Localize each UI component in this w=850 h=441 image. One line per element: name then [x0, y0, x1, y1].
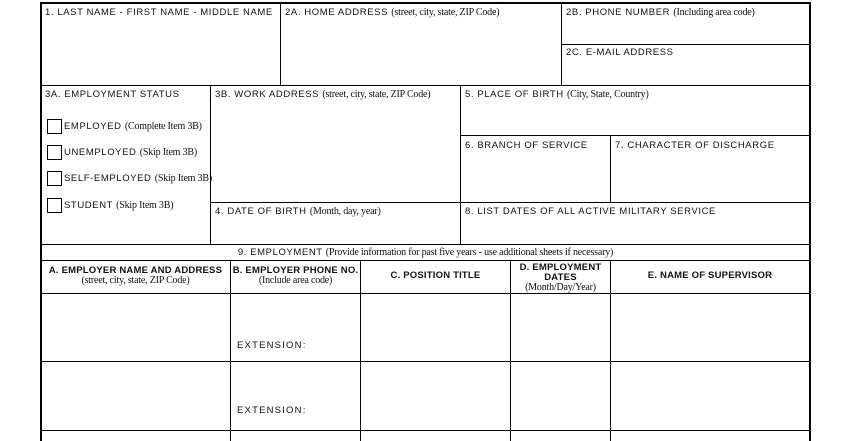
divider [610, 260, 611, 441]
phone-note: (Including area code) [673, 7, 755, 18]
branch-of-service-field-label: 6. BRANCH OF SERVICE [465, 140, 588, 151]
place-of-birth-note: (City, State, Country) [566, 89, 649, 100]
active-service-dates-field-label: 8. LIST DATES OF ALL ACTIVE MILITARY SERVICE [465, 206, 716, 217]
phone-field-label: 2B. PHONE NUMBER (Including area code) [566, 7, 755, 18]
home-address-field-label: 2A. HOME ADDRESS (street, city, state, ZIP Code) [285, 7, 500, 18]
divider [41, 85, 810, 86]
divider [41, 430, 810, 431]
unemployed-option-label: UNEMPLOYED (Skip Item 3B) [64, 147, 197, 158]
col-employer-name-header: A. EMPLOYER NAME AND ADDRESS (street, city, state, ZIP Code) [48, 265, 223, 286]
employment-section-note: (Provide information for past five years - use additional sheets if necessary) [325, 247, 614, 258]
divider [230, 260, 231, 441]
divider [41, 260, 810, 261]
employment-section-title: 9. EMPLOYMENT (Provide information for past five years - use additional sheets if necessary) [237, 247, 614, 258]
employed-option-label: EMPLOYED (Complete Item 3B) [64, 121, 202, 132]
divider [41, 293, 810, 294]
divider [460, 85, 461, 244]
email-field-label: 2C. E-MAIL ADDRESS [566, 47, 674, 58]
self-employed-option-label: SELF-EMPLOYED (Skip Item 3B) [64, 173, 212, 184]
work-address-note: (street, city, state, ZIP Code) [322, 89, 431, 100]
self-employed-checkbox[interactable] [47, 171, 62, 186]
col-employment-dates-header: D. EMPLOYMENT DATES (Month/Day/Year) [519, 262, 602, 293]
left-border [40, 2, 42, 441]
employed-checkbox[interactable] [47, 119, 62, 134]
home-address-note: (street, city, state, ZIP Code) [391, 7, 500, 18]
col-supervisor-header: E. NAME OF SUPERVISOR [647, 270, 773, 281]
extension-label: EXTENSION: [237, 405, 307, 416]
date-of-birth-field-label: 4. DATE OF BIRTH (Month, day, year) [215, 206, 381, 217]
divider [210, 202, 810, 203]
divider [561, 44, 810, 45]
divider [280, 3, 281, 85]
right-border [809, 2, 811, 441]
top-border [40, 2, 811, 4]
name-field-label: 1. LAST NAME - FIRST NAME - MIDDLE NAME [45, 7, 273, 18]
divider [41, 361, 810, 362]
divider [210, 85, 211, 244]
student-checkbox[interactable] [47, 198, 62, 213]
date-of-birth-note: (Month, day, year) [309, 206, 381, 217]
unemployed-checkbox[interactable] [47, 145, 62, 160]
character-of-discharge-field-label: 7. CHARACTER OF DISCHARGE [615, 140, 775, 151]
place-of-birth-field-label: 5. PLACE OF BIRTH (City, State, Country) [465, 89, 649, 100]
extension-label: EXTENSION: [237, 340, 307, 351]
work-address-field-label: 3B. WORK ADDRESS (street, city, state, ZIP Code) [215, 89, 431, 100]
col-employer-phone-header: B. EMPLOYER PHONE NO. (Include area code) [232, 265, 359, 286]
divider [41, 244, 810, 245]
student-option-label: STUDENT (Skip Item 3B) [64, 200, 174, 211]
divider [360, 260, 361, 441]
divider [610, 135, 611, 202]
employment-status-label: 3A. EMPLOYMENT STATUS [45, 89, 180, 100]
col-position-title-header: C. POSITION TITLE [390, 270, 481, 281]
divider [460, 135, 810, 136]
